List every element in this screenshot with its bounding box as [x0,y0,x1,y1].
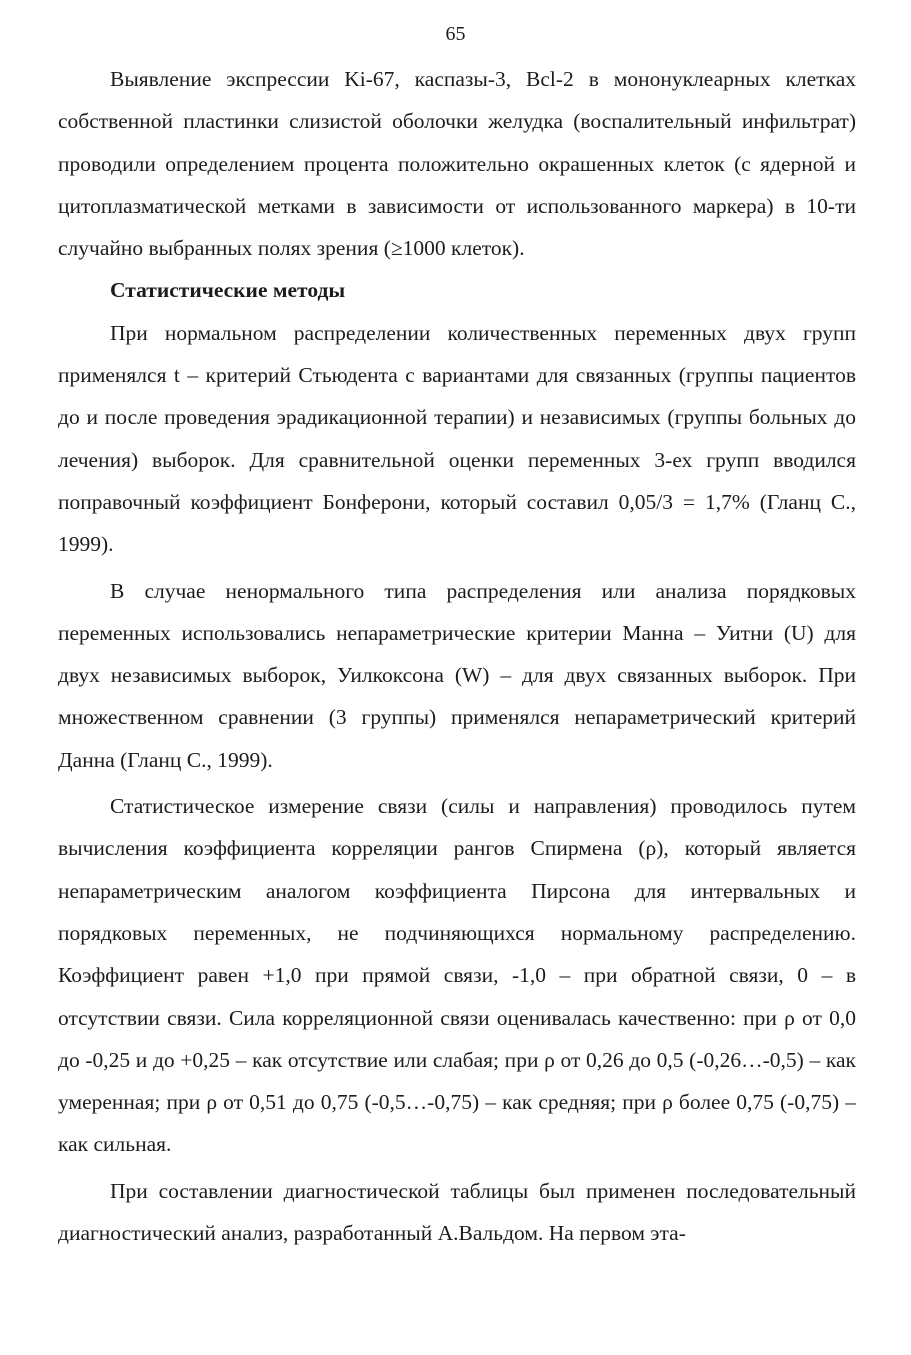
page-number: 65 [445,23,466,45]
section-heading-statistical-methods: Статистические методы [110,278,346,303]
paragraph-student-test: При нормальном распределении количественных переменных двух групп применялся t – критерий Стьюдента с вариантами для связанных (группы пациентов до и после проведения эрадикационной терапии) и независимых (группы больных до лечения) выборок. Для сравнительной оценки переменных 3-ех групп вводился поправочный коэффициент Бонферони, который составил 0,05/3 = 1,7% (Гланц С., 1999). [58,320,856,557]
paragraph-diagnostic-table: При составлении диагностической таблицы был применен последовательный диагностический анализ, разработанный А.Вальдом. На первом эта- [58,1178,856,1246]
paragraph-nonparametric-tests: В случае ненормального типа распределения или анализа порядковых переменных использовались непараметрические критерии Манна – Уитни (U) для двух независимых выборок, Уилкоксона (W) – для двух связанных выборок. При множественном сравнении (3 группы) применялся непараметрический критерий Данна (Гланц С., 1999). [58,578,856,772]
paragraph-spearman-correlation: Статистическое измерение связи (силы и направления) проводилось путем вычисления коэффициента корреляции рангов Спирмена (ρ), который является непараметрическим аналогом коэффициента Пирсона для интервальных и порядковых переменных, не подчиняющихся нормальному распределению. Коэффициент равен +1,0 при прямой связи, -1,0 – при обратной связи, 0 – в отсутствии связи. Сила корреляционной связи оценивалась качественно: при ρ от 0,0 до -0,25 и до +0,25 – как отсутствие или слабая; при ρ от 0,26 до 0,5 (-0,26…-0,5) – как умеренная; при ρ от 0,51 до 0,75 (-0,5…-0,75) – как средняя; при ρ более 0,75 (-0,75) – как сильная. [58,794,856,1157]
page-content [58,58,856,1254]
paragraph-expression-detection: Выявление экспрессии Ki-67, каспазы-3, Bcl-2 в мононуклеарных клетках собственной пластинки слизистой оболочки желудка (воспалительный инфильтрат) проводили определением процента положительно окрашенных клеток (с ядерной и цитоплазматической метками в зависимости от использованного маркера) в 10-ти случайно выбранных полях зрения (≥1000 клеток). [58,67,856,261]
